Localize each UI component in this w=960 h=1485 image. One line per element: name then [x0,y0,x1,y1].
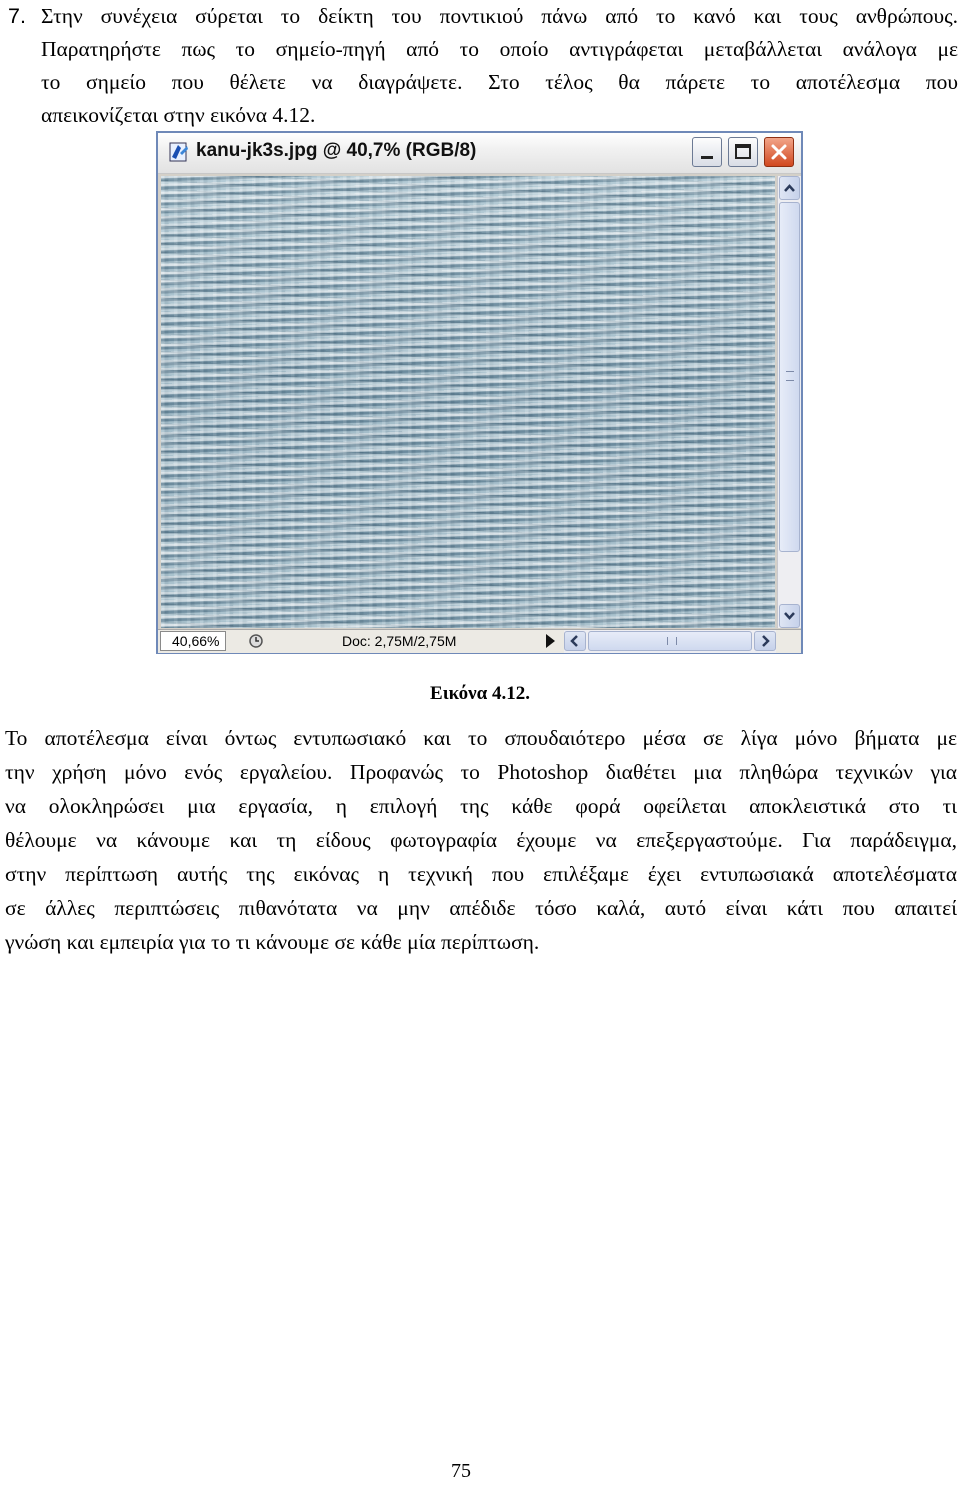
image-canvas-sea-water[interactable] [161,176,775,628]
resize-corner[interactable] [777,630,801,653]
document-size-info: Doc: 2,75M/2,75M [342,633,457,649]
paragraph-line: θέλουμε να κάνουμε και τη είδους φωτογραφία έχουμε να επεξεργαστούμε. Για παράδειγμα, [5,828,957,852]
minimize-button[interactable] [692,137,722,167]
chevron-down-icon [780,605,799,627]
paragraph-line: σε άλλες περιπτώσεις πιθανότατα να μην απέδιδε τόσο καλά, αυτό είναι κάτι που απαιτεί [5,896,957,920]
chevron-right-icon [755,632,775,650]
figure-caption: Εικόνα 4.12. [430,683,530,704]
step-number: 7. [8,4,26,28]
status-menu-arrow-icon[interactable] [546,634,555,648]
scroll-right-button[interactable] [754,631,776,651]
horizontal-scroll-thumb[interactable] [588,631,752,651]
status-bar [158,629,801,653]
paragraph-line: Το αποτέλεσμα είναι όντως εντυπωσιακό και το σπουδαιότερο μέσα σε λίγα μόνο βήματα με [5,726,957,750]
paragraph-line: την χρήση μόνο ενός εργαλείου. Προφανώς το Photoshop διαθέτει μια πληθώρα τεχνικών για [5,760,957,784]
horizontal-scrollbar[interactable] [564,630,776,653]
paragraph-line: να ολοκληρώσει μια εργασία, η επιλογή της κάθε φορά οφείλεται αποκλειστικά στο τι [5,794,957,818]
page-number: 75 [451,1460,471,1482]
paragraph-line: στην περίπτωση αυτής της εικόνας η τεχνική που επιλέξαμε έχει εντυπωσιακά αποτελέσματα [5,862,957,886]
scroll-left-button[interactable] [564,631,586,651]
scroll-grip-icon [667,637,677,645]
minimize-icon [693,138,721,166]
step-7 [8,0,958,132]
status-info-icon[interactable] [248,633,264,649]
window-titlebar[interactable] [158,133,801,174]
scroll-grip-icon [786,371,794,381]
body-paragraph [5,721,957,959]
maximize-button[interactable] [728,137,758,167]
step-line-2: Παρατηρήστε πως το σημείο-πηγή από το οποίο αντιγράφεται μεταβάλλεται ανάλογα με [41,37,958,61]
scroll-down-button[interactable] [779,604,800,628]
window-title: kanu-jk3s.jpg @ 40,7% (RGB/8) [196,140,477,161]
scroll-up-button[interactable] [779,176,800,200]
vertical-scrollbar[interactable] [777,176,801,628]
chevron-up-icon [780,177,799,199]
chevron-left-icon [565,632,585,650]
close-button[interactable] [764,137,794,167]
zoom-level-field[interactable]: 40,66% [160,631,226,651]
step-line-1: Στην συνέχεια σύρεται το δείκτη του ποντικιού πάνω από το κανό και τους ανθρώπους. [41,4,958,28]
paragraph-line: γνώση και εμπειρία για το τι κάνουμε σε κάθε μία περίπτωση. [5,930,540,954]
maximize-icon [729,138,757,166]
photoshop-document-window [156,131,803,654]
close-icon [765,138,793,166]
vertical-scroll-thumb[interactable] [779,202,800,552]
photoshop-document-icon [168,141,190,163]
step-line-3: το σημείο που θέλετε να διαγράψετε. Στο τέλος θα πάρετε το αποτέλεσμα που [41,70,958,94]
step-line-4: απεικονίζεται στην εικόνα 4.12. [41,103,316,127]
